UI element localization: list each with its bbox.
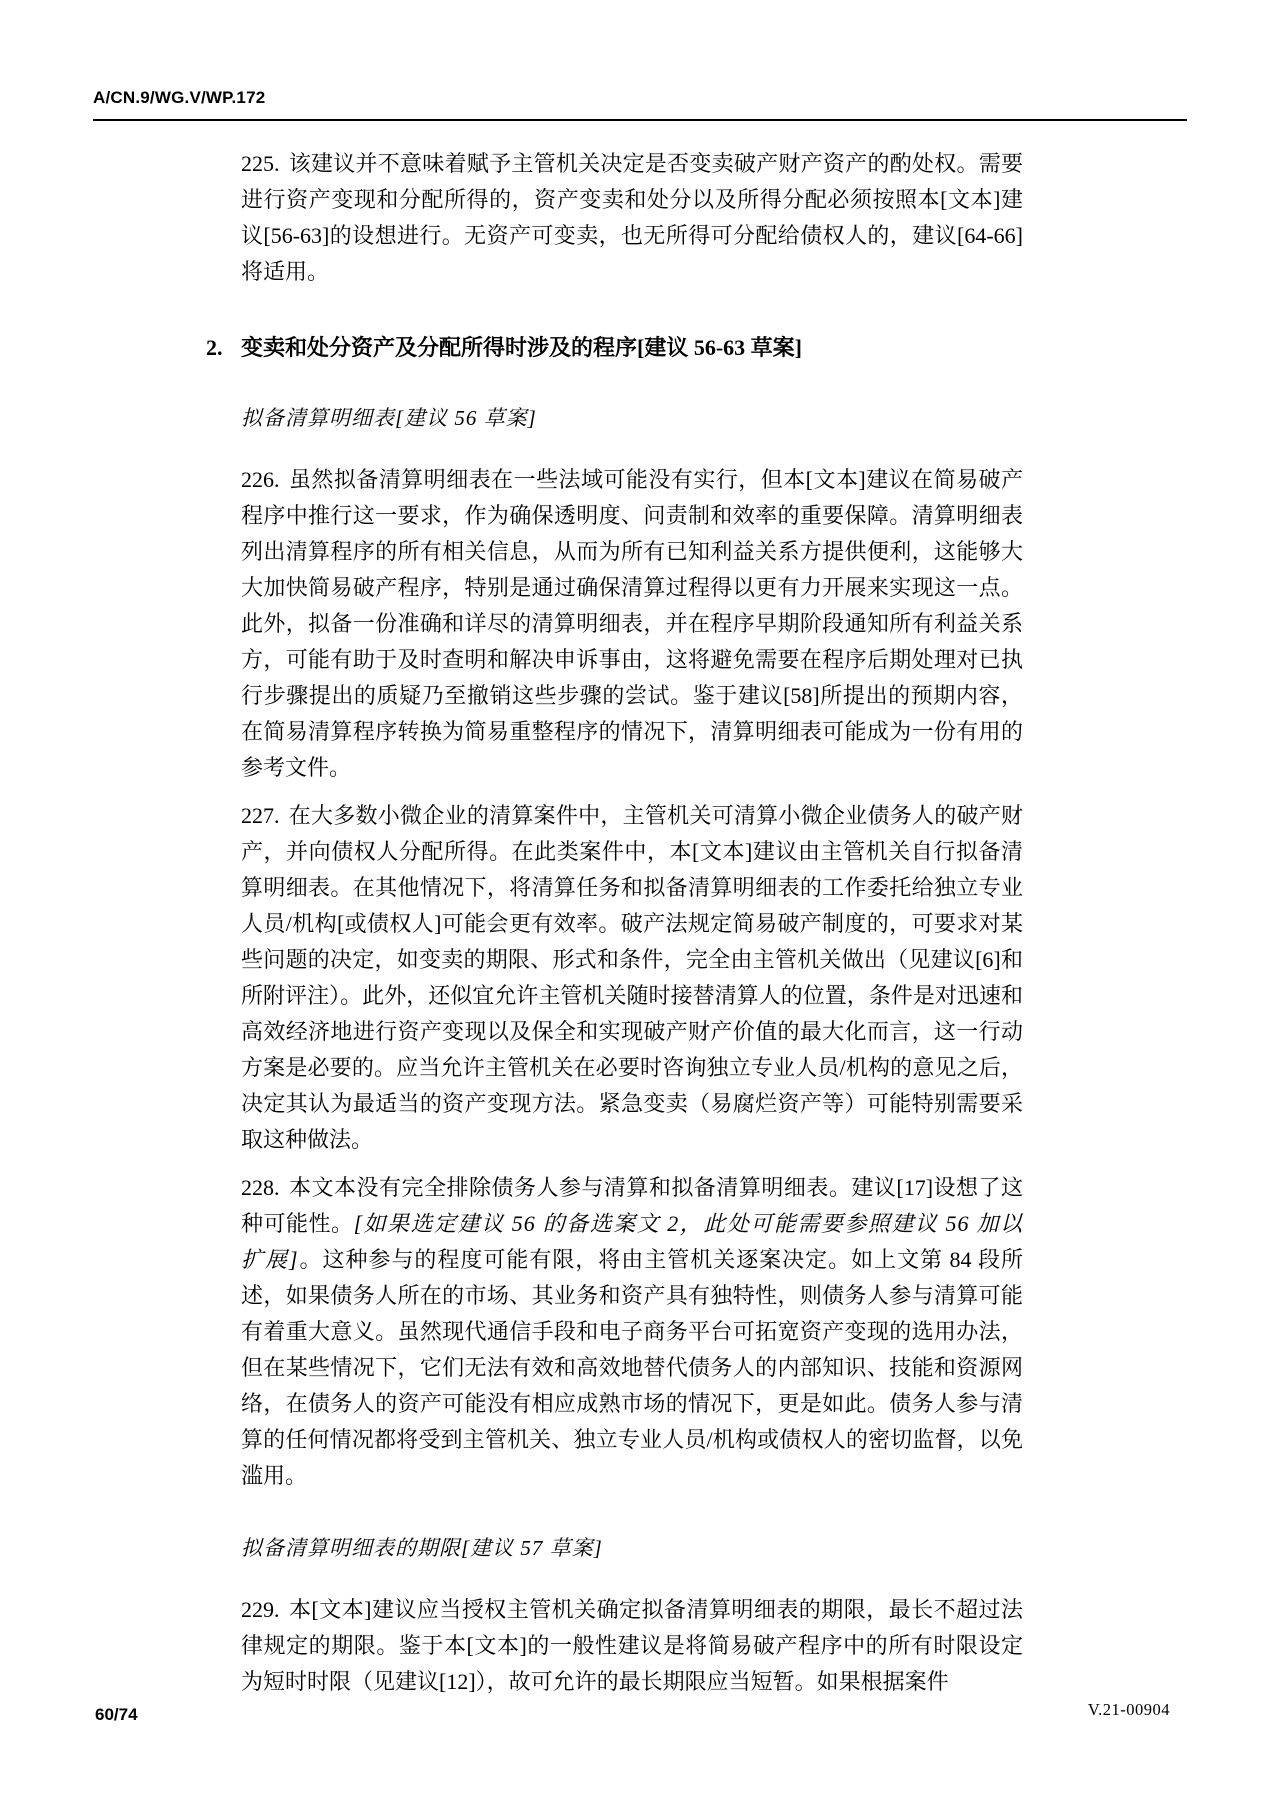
section-number: 2. xyxy=(206,335,223,360)
paragraph-227 xyxy=(241,798,1023,1158)
header-rule xyxy=(93,119,1187,121)
page-number: 60/74 xyxy=(95,1705,138,1724)
paragraph-225 xyxy=(241,146,1023,290)
paragraph-bracketed-note: [如果选定建议 56 的备选案文 2，此处可能需要参照建议 56 加以扩展] xyxy=(241,1211,1023,1272)
document-id: V.21-00904 xyxy=(1087,1700,1170,1719)
paragraph-text: 虽然拟备清算明细表在一些法域可能没有实行，但本[文本]建议在简易破产程序中推行这一要求，作为确保透明度、问责制和效率的重要保障。清算明细表列出清算程序的所有相关信息，从而为所有已知利益关系方提供便利，这能够大大加快简易破产程序，特别是通过确保清算过程得以更有力开展来实现这一点。此外，拟备一份准确和详尽的清算明细表，并在程序早期阶段通知所有利益关系方，可能有助于及时查明和解决申诉事由，这将避免需要在程序后期处理对已执行步骤提出的质疑乃至撤销这些步骤的尝试。鉴于建议[58]所提出的预期内容，在简易清算程序转换为简易重整程序的情况下，清算明细表可能成为一份有用的参考文件。 xyxy=(241,467,1023,780)
paragraph-228 xyxy=(241,1170,1023,1494)
subheading-recommendation-56: 拟备清算明细表[建议 56 草案] xyxy=(241,406,537,430)
paragraph-number: 227. xyxy=(241,803,280,828)
document-body xyxy=(206,146,1023,1712)
paragraph-text: 在大多数小微企业的清算案件中，主管机关可清算小微企业债务人的破产财产，并向债权人分配所得。在此类案件中，本[文本]建议由主管机关自行拟备清算明细表。在其他情况下，将清算任务和拟备清算明细表的工作委托给独立专业人员/机构[或债权人]可能会更有效率。破产法规定简易破产制度的，可要求对某些问题的决定，如变卖的期限、形式和条件，完全由主管机关做出（见建议[6]和所附评注）。此外，还似宜允许主管机关随时接替清算人的位置，条件是对迅速和高效经济地进行资产变现以及保全和实现破产财产价值的最大化而言，这一行动方案是必要的。应当允许主管机关在必要时咨询独立专业人员/机构的意见之后，决定其认为最适当的资产变现方法。紧急变卖（易腐烂资产等）可能特别需要采取这种做法。 xyxy=(241,803,1023,1152)
paragraph-text-segment: 本文本没有完全排除债务人参与清算和拟备清算明细表。建议[17]设想了这种可能性。 xyxy=(241,1175,1023,1236)
paragraph-number: 228. xyxy=(241,1175,280,1200)
paragraph-number: 229. xyxy=(241,1597,280,1622)
paragraph-226 xyxy=(241,462,1023,786)
subheading-recommendation-57: 拟备清算明细表的期限[建议 57 草案] xyxy=(241,1536,603,1560)
paragraph-number: 226. xyxy=(241,467,280,492)
section-heading xyxy=(206,330,1023,366)
paragraph-text-segment: 。这种参与的程度可能有限，将由主管机关逐案决定。如上文第 84 段所述，如果债务人所在的市场、其业务和资产具有独特性，则债务人参与清算可能有着重大意义。虽然现代通信手段和电子商务平台可拓宽资产变现的选用办法，但在某些情况下，它们无法有效和高效地替代债务人的内部知识、技能和资源网络，在债务人的资产可能没有相应成熟市场的情况下，更是如此。债务人参与清算的任何情况都将受到主管机关、独立专业人员/机构或债权人的密切监督，以免滥用。 xyxy=(241,1247,1023,1488)
section-title: 变卖和处分资产及分配所得时涉及的程序[建议 56-63 草案] xyxy=(241,335,802,360)
paragraph-229 xyxy=(241,1592,1023,1700)
paragraph-text: 该建议并不意味着赋予主管机关决定是否变卖破产财产资产的酌处权。需要进行资产变现和分配所得的，资产变卖和处分以及所得分配必须按照本[文本]建议[56-63]的设想进行。无资产可变卖，也无所得可分配给债权人的，建议[64-66]将适用。 xyxy=(241,151,1023,284)
document-symbol: A/CN.9/WG.V/WP.172 xyxy=(93,88,266,107)
paragraph-number: 225. xyxy=(241,151,280,176)
paragraph-text: 本[文本]建议应当授权主管机关确定拟备清算明细表的期限，最长不超过法律规定的期限。鉴于本[文本]的一般性建议是将简易破产程序中的所有时限设定为短时时限（见建议[12]），故可允许的最长期限应当短暂。如果根据案件 xyxy=(241,1597,1023,1694)
